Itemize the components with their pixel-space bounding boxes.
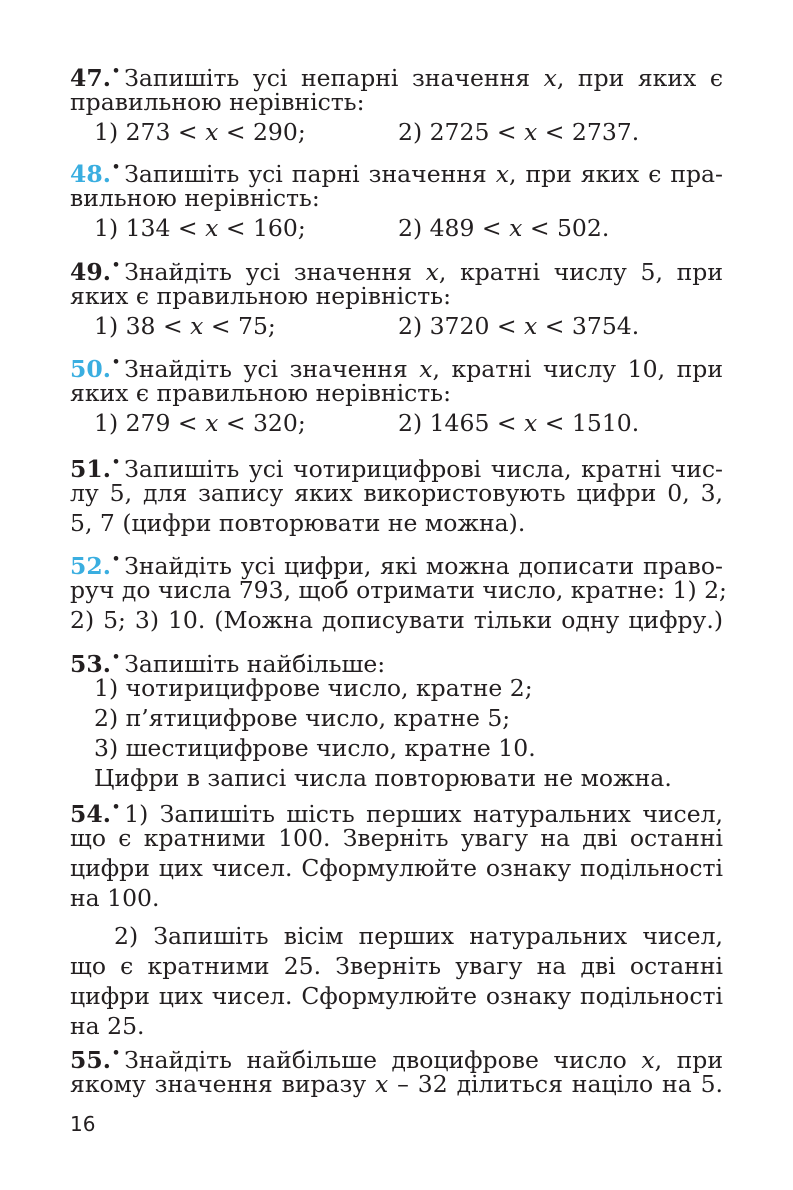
exercise-52-line-2: руч до числа 793, щоб отримати число, кратне: 1) 2;: [70, 576, 727, 604]
page-number: 16: [70, 1112, 96, 1136]
subtask-2: 2) 1465 < x < 1510.: [398, 409, 640, 437]
exercise-53-item-3: 3) шестицифрове число, кратне 10.: [94, 734, 536, 762]
exercise-number: 49.•: [70, 258, 121, 286]
exercise-55: [70, 1039, 723, 1099]
exercise-47: [70, 57, 723, 147]
exercise-47-subtasks: [70, 117, 723, 147]
exercise-number: 51.•: [70, 455, 121, 483]
exercise-50-line-1: 50.• Знайдіть усі значення x, кратні числу 10, при: [70, 355, 723, 383]
exercise-55-line-2: якому значення виразу x – 32 ділиться націло на 5.: [70, 1070, 723, 1098]
exercise-48-line-1: 48.• Запишіть усі парні значення x, при яких є пра-: [70, 160, 723, 188]
exercise-number: 53.•: [70, 650, 121, 678]
exercise-54-part2-line-2: що є кратними 25. Зверніть увагу на дві останні: [70, 952, 723, 980]
exercise-53-note: Цифри в записі числа повторювати не можна.: [94, 764, 672, 792]
exercise-number: 55.•: [70, 1046, 121, 1074]
exercise-52-line-3: 2) 5; 3) 10. (Можна дописувати тільки одну цифру.): [70, 606, 723, 634]
exercise-50-line-2: яких є правильною нерівність:: [70, 379, 452, 407]
exercise-53-item-2: 2) п’ятицифрове число, кратне 5;: [94, 704, 511, 732]
exercise-53: [70, 643, 723, 793]
exercise-48-line-2: вильною нерівність:: [70, 184, 320, 212]
exercise-49-subtasks: [70, 311, 723, 341]
exercise-54-line-3: цифри цих чисел. Сформулюйте ознаку подільності: [70, 854, 723, 882]
exercise-52: [70, 545, 727, 635]
exercise-52-line-1: 52.• Знайдіть усі цифри, які можна дописати право-: [70, 552, 723, 580]
exercise-54-part2-line-1: 2) Запишіть вісім перших натуральних чисел,: [114, 922, 723, 950]
exercise-number: 50.•: [70, 355, 121, 383]
exercise-54-part2-line-4: на 25.: [70, 1012, 145, 1040]
exercise-54-line-2: що є кратними 100. Зверніть увагу на дві останні: [70, 824, 723, 852]
exercise-number: 52.•: [70, 552, 121, 580]
subtask-1: 1) 38 < x < 75;: [94, 312, 276, 340]
exercise-number: 54.•: [70, 800, 121, 828]
subtask-2: 2) 489 < x < 502.: [398, 214, 610, 242]
exercise-number: 48.•: [70, 160, 121, 188]
exercise-49: [70, 251, 723, 341]
exercise-51-line-1: 51.• Запишіть усі чотирицифрові числа, кратні чис-: [70, 455, 723, 483]
exercise-48-subtasks: [70, 213, 723, 243]
exercise-number: 47.•: [70, 64, 121, 92]
subtask-1: 1) 273 < x < 290;: [94, 118, 306, 146]
exercise-49-line-1: 49.• Знайдіть усі значення x, кратні числу 5, при: [70, 258, 723, 286]
exercise-51-line-2: лу 5, для запису яких використовують цифри 0, 3,: [70, 479, 723, 507]
exercise-54-line-4: на 100.: [70, 884, 160, 912]
exercise-49-line-2: яких є правильною нерівність:: [70, 282, 452, 310]
exercise-48: [70, 153, 723, 243]
exercise-47-line-2: правильною нерівність:: [70, 88, 365, 116]
exercise-53-item-1: 1) чотирицифрове число, кратне 2;: [94, 674, 533, 702]
subtask-1: 1) 134 < x < 160;: [94, 214, 306, 242]
exercise-51-line-3: 5, 7 (цифри повторювати не можна).: [70, 509, 526, 537]
exercise-54-part2-line-3: цифри цих чисел. Сформулюйте ознаку подільності: [70, 982, 723, 1010]
exercise-55-line-1: 55.• Знайдіть найбільше двоцифрове число x, при: [70, 1046, 723, 1074]
exercise-50: [70, 348, 723, 438]
exercise-47-line-1: 47.• Запишіть усі непарні значення x, при яких є: [70, 64, 723, 92]
exercise-50-subtasks: [70, 408, 723, 438]
exercise-51: [70, 448, 723, 538]
exercise-54-line-1: 54.• 1) Запишіть шість перших натуральних чисел,: [70, 800, 723, 828]
subtask-1: 1) 279 < x < 320;: [94, 409, 306, 437]
subtask-2: 2) 2725 < x < 2737.: [398, 118, 640, 146]
exercise-53-line-1: 53.• Запишіть найбільше:: [70, 650, 386, 678]
exercise-54: [70, 793, 723, 1041]
subtask-2: 2) 3720 < x < 3754.: [398, 312, 640, 340]
